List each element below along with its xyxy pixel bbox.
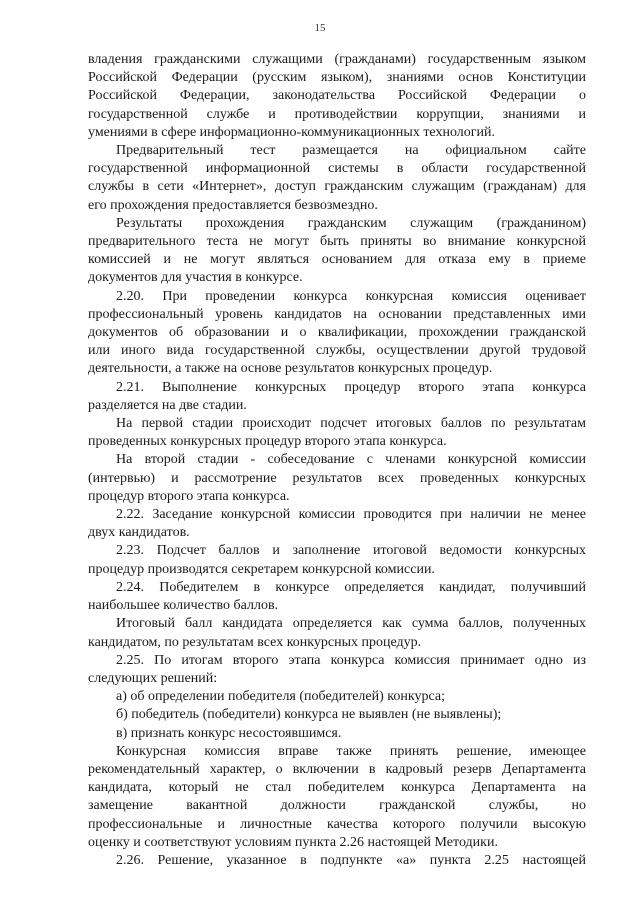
text-line: в) признать конкурс несостоявшимся. xyxy=(116,725,342,741)
text-line: На первой стадии происходит подсчет итоговых баллов по результатам xyxy=(116,416,586,432)
paragraph xyxy=(88,506,586,542)
text-line: Предварительный тест размещается на официальном сайте xyxy=(116,143,586,159)
text-line: умениями в сфере информационно-коммуникационных технологий. xyxy=(88,124,495,140)
text-line: Итоговый балл кандидата определяется как сумма баллов, полученных xyxy=(116,616,586,632)
paragraph xyxy=(88,215,586,288)
text-line: предварительного теста не могут быть приняты во внимание конкурсной xyxy=(88,234,586,250)
text-line: следующих решений: xyxy=(88,670,218,686)
text-line: 2.25. По итогам второго этапа конкурса комиссия принимает одно из xyxy=(116,652,586,668)
text-line: Конкурсная комиссия вправе также принять решение, имеющее xyxy=(116,743,586,759)
text-line: деятельности, а также на основе результатов конкурсных процедур. xyxy=(88,361,493,377)
paragraph xyxy=(88,579,586,615)
text-line: рекомендательный характер, о включении в кадровый резерв Департамента xyxy=(88,761,586,777)
text-line: 2.22. Заседание конкурсной комиссии проводится при наличии не менее xyxy=(116,507,586,523)
text-line: Российской Федерации (русским языком), знаниями основ Конституции xyxy=(88,70,586,86)
paragraph xyxy=(88,451,586,506)
paragraph xyxy=(88,415,586,451)
text-line: государственной информационной системы в области государственной xyxy=(88,161,586,177)
text-line: замещение вакантной должности гражданской службы, но xyxy=(88,798,586,814)
text-line: разделяется на две стадии. xyxy=(88,397,247,413)
text-line: документов для участия в конкурсе. xyxy=(88,270,303,286)
text-line: 2.21. Выполнение конкурсных процедур второго этапа конкурса xyxy=(116,379,586,395)
text-line: Результаты прохождения гражданским служащим (гражданином) xyxy=(116,215,586,231)
paragraph xyxy=(88,725,586,743)
text-line: наибольшее количество баллов. xyxy=(88,598,279,614)
text-line: кандидата, который не стал победителем конкурса Департамента на xyxy=(88,780,586,796)
paragraph xyxy=(88,743,586,852)
text-line: его прохождения предоставляется безвозмездно. xyxy=(88,197,378,213)
paragraph xyxy=(88,615,586,651)
text-line: проведенных конкурсных процедур второго этапа конкурса. xyxy=(88,434,447,450)
text-line: 2.20. При проведении конкурса конкурсная комиссия оценивает xyxy=(116,288,586,304)
paragraph xyxy=(88,51,586,142)
paragraph xyxy=(88,652,586,688)
paragraph xyxy=(88,852,586,870)
paragraph xyxy=(88,706,586,724)
text-line: 2.24. Победителем в конкурсе определяется кандидат, получивший xyxy=(116,579,586,595)
text-line: документов об образовании и о квалификации, прохождении гражданской xyxy=(88,325,586,341)
paragraph xyxy=(88,379,586,415)
text-line: На второй стадии - собеседование с членами конкурсной комиссии xyxy=(116,452,586,468)
text-line: государственной службе и противодействии коррупции, знаниями и xyxy=(88,106,586,122)
paragraph xyxy=(88,688,586,706)
document-body xyxy=(88,51,586,870)
text-line: процедур второго этапа конкурса. xyxy=(88,488,290,504)
text-line: владения гражданскими служащими (гражданами) государственным языком xyxy=(88,52,586,67)
text-line: или иного вида государственной службы, осуществлении другой трудовой xyxy=(88,343,586,359)
text-line: службы в сети «Интернет», доступ гражданским служащим (гражданам) для xyxy=(88,179,586,195)
text-line: 2.26. Решение, указанное в подпункте «а» пункта 2.25 настоящей xyxy=(116,852,586,868)
text-line: Российской Федерации, законодательства Российской Федерации о xyxy=(88,88,586,104)
text-line: профессиональный уровень кандидатов на основании представленных ими xyxy=(88,306,586,322)
text-line: профессиональные и личностные качества которого получили высокую xyxy=(88,816,586,832)
text-line: кандидатом, по результатам всех конкурсных процедур. xyxy=(88,634,422,650)
page-number: 15 xyxy=(314,22,326,34)
text-line: 2.23. Подсчет баллов и заполнение итоговой ведомости конкурсных xyxy=(116,543,586,559)
text-line: а) об определении победителя (победителей) конкурса; xyxy=(116,689,445,705)
text-line: двух кандидатов. xyxy=(88,525,190,541)
text-line: оценку и соответствуют условиям пункта 2.26 настоящей Методики. xyxy=(88,834,498,850)
text-line: б) победитель (победители) конкурса не выявлен (не выявлены); xyxy=(116,707,502,723)
text-line: комиссией и не могут являться основанием для отказа ему в приеме xyxy=(88,252,586,268)
paragraph xyxy=(88,288,586,379)
paragraph xyxy=(88,142,586,215)
text-line: (интервью) и рассмотрение результатов всех проведенных конкурсных xyxy=(88,470,586,486)
text-line: процедур производятся секретарем конкурсной комиссии. xyxy=(88,561,435,577)
paragraph xyxy=(88,542,586,578)
